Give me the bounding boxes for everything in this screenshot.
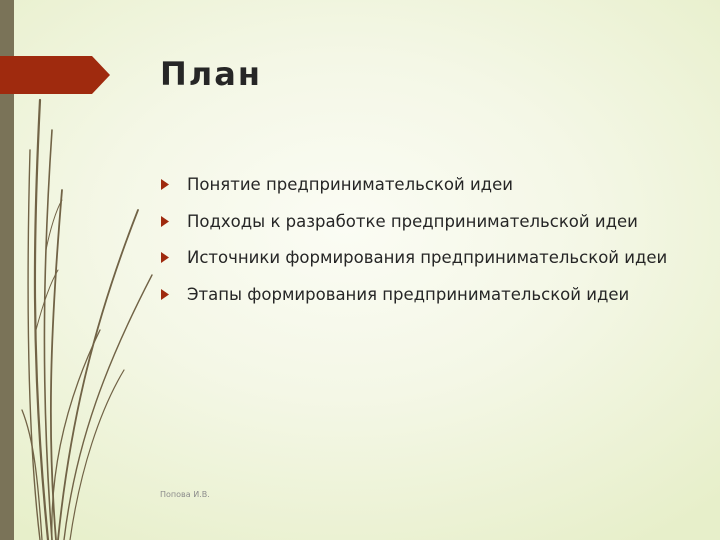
bullet-text: Источники формирования предпринимательской идеи [187, 248, 668, 267]
triangle-bullet-icon [161, 179, 169, 190]
bullet-text: Подходы к разработке предпринимательской идеи [187, 211, 638, 231]
title-arrow-icon [0, 56, 110, 94]
triangle-bullet-icon [161, 252, 169, 263]
bullet-item [160, 246, 680, 270]
bullet-item [160, 210, 680, 234]
bullet-list [160, 173, 680, 319]
triangle-bullet-icon [161, 216, 169, 227]
bullet-item [160, 173, 680, 197]
bullet-item [160, 283, 680, 307]
triangle-bullet-icon [161, 289, 169, 300]
slide-title: План [160, 55, 262, 93]
bullet-text: Этапы формирования предпринимательской идеи [187, 284, 630, 304]
bullet-text: Понятие предпринимательской идеи [187, 175, 513, 194]
footer-author: Попова И.В. [160, 490, 210, 499]
